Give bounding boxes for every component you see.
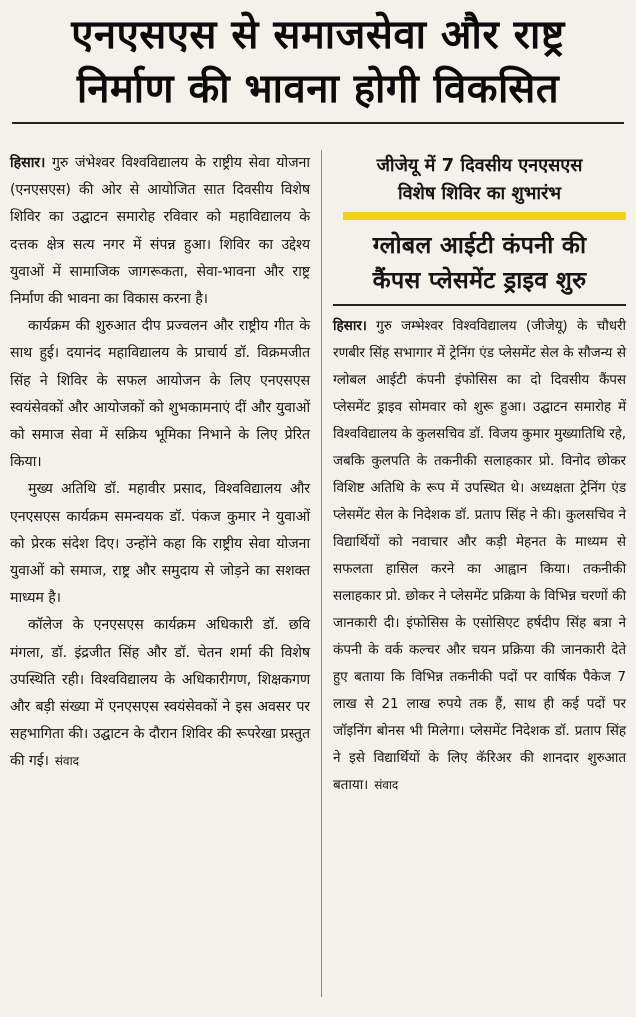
kicker-line-1: जीजेयू में 7 दिवसीय एनएसएस xyxy=(376,155,583,176)
right-paragraph xyxy=(333,313,626,799)
right-paragraph-text: गुरु जम्भेश्वर विश्वविद्यालय (जीजेयू) के चौधरी रणबीर सिंह सभागार में ट्रेनिंग एंड प्लेसमेंट सेल के सौजन्य से ग्लोबल आईटी कंपनी इंफोसिस का दो दिवसीय कैंपस प्लेसमेंट ड्राइव सोमवार को शुरू हुआ। उद्घाटन समारोह में विश्वविद्यालय के कुलसचिव डॉ. विजय कुमार मुख्यातिथि रहे, जबकि कुलपति के तकनीकी सलाहकार प्रो. विनोद छोकर विशिष्ट अतिथि के रूप में उपस्थित थे। अध्यक्षता ट्रेनिंग एंड प्लेसमेंट सेल के निदेशक डॉ. प्रताप सिंह ने की। कुलसचिव ने विद्यार्थियों को नवाचार और कड़ी मेहनत के माध्यम से सफलता हासिल करने का आह्वान किया। तकनीकी सलाहकार प्रो. छोकर ने प्लेसमेंट प्रक्रिया के विभिन्न चरणों की जानकारी दी। इंफोसिस के एसोसिएट हर्षदीप सिंह बत्रा ने कंपनी के वर्क कल्चर और चयन प्रक्रिया की जानकारी देते हुए बताया कि विभिन्न तकनीकी पदों पर वार्षिक पैकेज 7 लाख से 21 लाख रुपये तक हैं, साथ ही कई पदों पर जॉइनिंग बोनस भी मिलेगा। प्लेसमेंट निदेशक डॉ. प्रताप सिंह ने इसे विद्यार्थियों के लिए कॅरिअर की शानदार शुरुआत बताया। xyxy=(333,318,626,793)
right-signoff: संवाद xyxy=(374,778,399,792)
subhead-line-1: ग्लोबल आईटी कंपनी की xyxy=(372,231,587,259)
subhead-divider xyxy=(333,304,626,306)
subhead xyxy=(333,228,626,298)
left-signoff: संवाद xyxy=(54,754,79,769)
dateline: हिसार। xyxy=(10,155,46,171)
right-dateline: हिसार। xyxy=(333,318,367,334)
left-article xyxy=(10,150,310,776)
left-paragraph-4-text: कॉलेज के एनएसएस कार्यक्रम अधिकारी डॉ. छवि मंगला, डॉ. इंद्रजीत सिंह और डॉ. चेतन शर्मा की विशेष उपस्थिति रही। विश्वविद्यालय के अधिकारीगण, शिक्षकगण और बड़ी संख्या में एनएसएस स्वयंसेवकों ने इस अवसर पर सहभागिता की। उद्घाटन के दौरान शिविर की रूपरेखा प्रस्तुत की गई। xyxy=(10,617,310,770)
highlight-bar xyxy=(343,212,626,220)
kicker-line-2: विशेष शिविर का शुभारंभ xyxy=(397,183,562,204)
left-paragraph-1-text: गुरु जंभेश्वर विश्वविद्यालय के राष्ट्रीय सेवा योजना (एनएसएस) की ओर से आयोजित सात दिवसीय विशेष शिविर का उद्घाटन समारोह रविवार को महाविद्यालय के दत्तक क्षेत्र सत्य नगर में संपन्न हुआ। शिविर का उद्देश्य युवाओं में सामाजिक जागरूकता, सेवा-भावना और राष्ट्र निर्माण की भावना का विकास करना है। xyxy=(10,155,310,308)
page-title xyxy=(8,8,628,116)
column-divider xyxy=(321,150,322,997)
kicker xyxy=(333,152,626,208)
headline-line-1: एनएसएस से समाजसेवा और राष्ट्र xyxy=(71,12,565,58)
subhead-line-2: कैंपस प्लेसमेंट ड्राइव शुरु xyxy=(372,266,587,294)
right-article-body xyxy=(333,313,626,799)
left-paragraph-1 xyxy=(10,150,310,313)
article-columns xyxy=(10,150,626,997)
headline-divider xyxy=(12,122,624,124)
left-paragraph-2: कार्यक्रम की शुरुआत दीप प्रज्वलन और राष्ट्रीय गीत के साथ हुई। दयानंद महाविद्यालय के प्राचार्य डॉ. विक्रमजीत सिंह ने शिविर के सफल आयोजन के लिए एनएसएस स्वयंसेवकों और आयोजकों को शुभकामनाएं दीं और युवाओं को समाज सेवा में सक्रिय भूमिका निभाने के लिए प्रेरित किया। xyxy=(10,318,310,471)
left-paragraph-3: मुख्य अतिथि डॉ. महावीर प्रसाद, विश्वविद्यालय और एनएसएस कार्यक्रम समन्वयक डॉ. पंकज कुमार ने युवाओं को प्रेरक संदेश दिए। उन्होंने कहा कि राष्ट्रीय सेवा योजना युवाओं को समाज, राष्ट्र और समुदाय से जोड़ने का सशक्त माध्यम है। xyxy=(10,481,310,607)
left-paragraph-4 xyxy=(10,612,310,775)
right-article xyxy=(333,150,626,799)
headline-line-2: निर्माण की भावना होगी विकसित xyxy=(76,66,560,112)
